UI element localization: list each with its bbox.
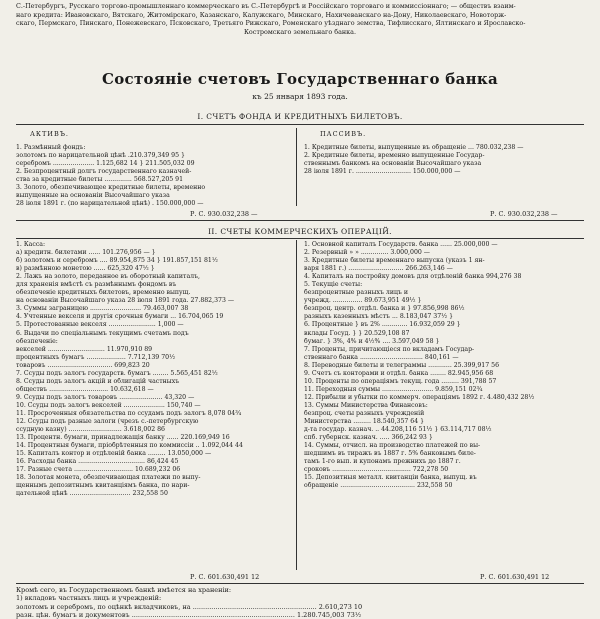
text-line: Кромѣ сего, въ Государственномъ банкѣ имѣется на храненіи: [16,586,232,594]
list-item: 1. Кредитные билеты, выпущенные въ обращеніе ... 780.032,238 — [304,144,524,151]
list-item: 13. Суммы Министерства Финансовъ: [304,401,428,409]
list-item: 8. Ссуды подъ залогъ акцій и облигацій частныхъ [16,377,180,385]
list-item: бумаг. } 3%, 4% и 4½% .... 3.597,049 58 } [304,337,440,345]
list-item: 13. Процентн. бумаги, принадлежащія банку ...... 220.169,949 16 [16,434,230,442]
list-item: 17. Разные счета .............................. 10.689,232 06 [16,466,181,474]
list-item: 1. Размѣнный фондъ: [16,144,86,151]
list-item: 6. Процентные } въ 2% ............. 16.932,059 29 } [304,321,461,329]
list-item: тамъ 1-го вып. и купонамъ прежнихъ до 1887 г. [304,458,461,466]
list-item: безпроц. центр. отдѣл. банка и } 97.856,998 86½ [304,305,465,313]
list-item: 18. Золотая монета, обезпечивающая платежи по выпу- [16,474,201,482]
list-item: 7. Ссуды подъ залогъ государств. бумагъ ........ 5.565,451 82½ [16,369,218,377]
list-item: 15. Капиталъ контор и отдѣленій банка ......... 13.050,000 — [16,450,212,458]
list-item: 4. Учтенные векселя и другія срочныя бумаги ... 16.704,065 19 [16,313,224,321]
section1-passive-list [304,144,584,176]
list-item: 15. Депозитныя металл. квитанціи банка, выпущ. въ [304,474,477,482]
footer-note [16,586,584,619]
list-item: 11. Переходныя суммы .......................... 9.859,151 02¾ [304,385,483,393]
list-item: щеннымъ депозитнымъ квитанціямъ банка, по нари- [16,482,190,490]
list-item: 3. Золото, обезпечивающее кредитные билеты, временно [16,184,206,192]
list-item: 28 іюля 1891 г. (по нарицательной цѣнѣ) . 150.000,000 — [16,200,204,208]
list-item: обществъ .............................. 10.632,618 — [16,385,154,393]
text-line: Костромскаго земельнаго банка. [243,27,357,36]
list-item: обращеніе ...................................... 232,558 50 [304,482,453,490]
divider [16,583,584,584]
list-item: спб. губернск. казнач. ..... 366,242 93 } [304,434,433,442]
list-item: 4. Капиталъ на постройку домовъ для отдѣленій банка 994,276 38 [304,273,522,281]
list-item: 28 іюля 1891 г. ............................ 150.000,000 — [304,168,461,176]
list-item: ссудную казну) ........................... 3.618,002 86 [16,426,165,434]
divider [16,238,584,239]
text-line: золотомъ и серебромъ, по оцѣнкѣ вкладчиковъ, на ............................................................ 2.610,273 10 [16,602,363,611]
section1-active-list [16,144,292,208]
page-title: Состояніе счетовъ Государственнаго банка [101,70,499,88]
list-item: обезпеченіе кредитныхъ билетовъ, временно выпущ. [16,289,191,297]
text-line: 1) вкладовъ частныхъ лицъ и учрежденій: [16,594,162,603]
section1-passive-total: Р. С. 930.032,238 — [490,210,558,218]
list-item: 2. Лажъ на золото, переданное въ оборотный капиталъ, [16,273,201,281]
list-item: вклады Госуд. } } 20.529,108 87 [304,329,410,337]
list-item: Министерства ......... 18.540,357 64 } [304,418,425,426]
list-item: 10. Ссуды подъ залогъ векселей ..................... 150,740 — [16,401,201,409]
section2-passive-total: Р. С. 601.630,491 12 [480,573,550,581]
list-item: 16. Расходы банка .................................. 86,424 45 [16,458,179,466]
list-item: 5. Протестованные векселя ........................ 1,000 — [16,321,184,329]
text-line: С.-Петербургъ, Русскаго торгово-промышленнаго коммерческаго въ С.-Петербургѣ и Россійскаго торговаго и коммиссіоннаго; — обществъ взаим- [16,2,516,10]
list-item: учрежд. ............... 89.673,951 49½ } [304,297,422,305]
list-item: на основаніи Высочайшаго указа 28 іюля 1891 года. 27.882,373 — [16,297,235,305]
list-item: 1. Касса: [16,241,46,248]
list-item: д-та государ. казнач. .. 44.208,116 51½ } 63.114,717 08½ [304,426,492,434]
column-divider [296,240,297,570]
list-item: разныхъ казенныхъ мѣстъ ... 8.183,047 37½ } [304,313,454,321]
list-item: варя 1881 г.) ............................ 266.263,146 — [304,265,453,273]
section2-heading: II. СЧЕТЫ КОММЕРЧЕСКИХЪ ОПЕРАЦІЙ. [208,227,392,236]
section1-passive-head: ПАССИВЪ. [320,130,367,138]
list-item: 10. Проценты по операціямъ текущ. года ......... 391,788 57 [304,377,497,385]
list-item: 12. Прибыли и убытки по коммерч. операціямъ 1892 г. 4.480,432 28½ [304,393,535,401]
list-item: 2. Резервный » » .............. 3.000,000 — [304,249,430,257]
list-item: 2. Кредитные билеты, временно выпущенные Государ- [304,152,485,160]
list-item: обезпеченіе: [16,337,58,345]
text-line: скаго, Пермскаго, Пинскаго, Понежевскаго, Псковскаго, Третьяго Рижскаго, Роменскаго уѣзднаго земства, Тифлисскаго, Ялтинскаго и Ярославско- [16,19,526,28]
list-item: сроковъ ........................................ 722,278 50 [304,466,449,474]
list-item: 1. Основной капиталъ Государств. банка ...... 25.000,000 — [304,241,498,248]
list-item: ственнаго банка ................................ 840,161 — [304,353,459,361]
text-line: разн. цѣн. бумагъ и документовъ ............................................................................... 1.280.745,003 73½ [16,610,362,619]
section1-active-head: АКТИВЪ. [30,130,69,138]
list-item: 9. Ссуды подъ залогъ товаровъ ...................... 43,320 — [16,393,195,401]
previous-article-text [16,2,584,36]
page-subtitle: къ 25 января 1893 года. [252,92,348,101]
divider [16,124,584,125]
list-item: 7. Проценты, причитающіеся по вкладамъ Государ- [304,345,475,353]
list-item: 6. Выдачи по спеціальнымъ текущимъ счетамъ подъ [16,329,189,337]
list-item: 14. Суммы, отчисл. на производство платежей по вы- [304,442,481,450]
list-item: безпроцентные разныхъ лицъ и [304,289,408,297]
list-item: шедшимъ въ тиражъ въ 1887 г. 5% банковымъ биле- [304,450,476,458]
list-item: 12. Ссуды подъ разные залоги (чрезъ с.-петербургскую [16,418,199,426]
list-item: безпроц. счеты разныхъ учрежденій [304,409,425,417]
list-item: 8. Переводные билеты и телеграммы ............ 25.399,917 56 [304,361,500,369]
list-item: 11. Просроченныя обязательства по ссудамъ подъ залогъ 8,078 04¾ [16,409,242,417]
section1-active-total: Р. С. 930.032,238 — [190,210,258,218]
list-item: 9. Счетъ съ конторами и отдѣл. банка ........ 82.945,956 68 [304,369,494,377]
list-item: 3. Кредитные билеты временнаго выпуска (указъ 1 ян- [304,257,485,265]
section2-active-list [16,241,292,499]
divider [16,220,584,221]
list-item: а) кредитн. билетами ...... 101.276,956 — } [16,249,156,257]
column-divider [296,128,297,206]
list-item: ства за кредитные билеты .............. 568.527,205 91 [16,176,184,184]
list-item: ственнымъ банкомъ на основаніи Высочайшаго указа [304,160,482,168]
section2-passive-list [304,241,584,490]
list-item: 5. Текущіе счеты: [304,281,363,289]
list-item: выпущенные на основаніи Высочайшаго указа [16,192,170,200]
list-item: товаровъ ................................. 699,823 20 [16,361,150,369]
list-item: 3. Суммы заграницею .......................... 79.463,007 38 [16,305,189,313]
list-item: серебромъ ..................... 1.125,682 14 } 211.505,032 09 [16,160,195,168]
list-item: цательной цѣнѣ ............................... 232,558 50 [16,490,168,498]
section1-heading: I. СЧЕТЪ ФОНДА И КРЕДИТНЫХЪ БИЛЕТОВЪ. [197,112,403,121]
list-item: векселей ............................. 11.970,910 89 [16,345,153,353]
section2-active-total: Р. С. 601.630,491 12 [190,573,260,581]
list-item: золотомъ по нарицательной цѣнѣ .210.379,349 95 } [16,152,185,160]
list-item: процентныхъ бумагъ .................... 7.712,139 70½ [16,353,176,361]
list-item: 2. Безпроцентный долгъ государственнаго казначей- [16,168,192,176]
list-item: в) размѣнною монетою ...... 625,320 47½ } [16,265,155,273]
text-line: наго кредита: Ивановскаго, Вятскаго, Житомірскаго, Казанскаго, Калужскаго, Минскаго, Нахичеванскаго на-Дону, Николаевскаго, Новоторж- [16,10,507,19]
list-item: б) золотомъ и серебромъ .... 89.954,875 34 } 191.857,151 81½ [16,257,218,265]
list-item: для храненія вмѣстѣ съ размѣннымъ фондомъ въ [16,281,177,289]
list-item: 14. Процентныя бумаги, пріобрѣтенныя по коммиссіи .. 1.092,044 44 [16,442,243,450]
